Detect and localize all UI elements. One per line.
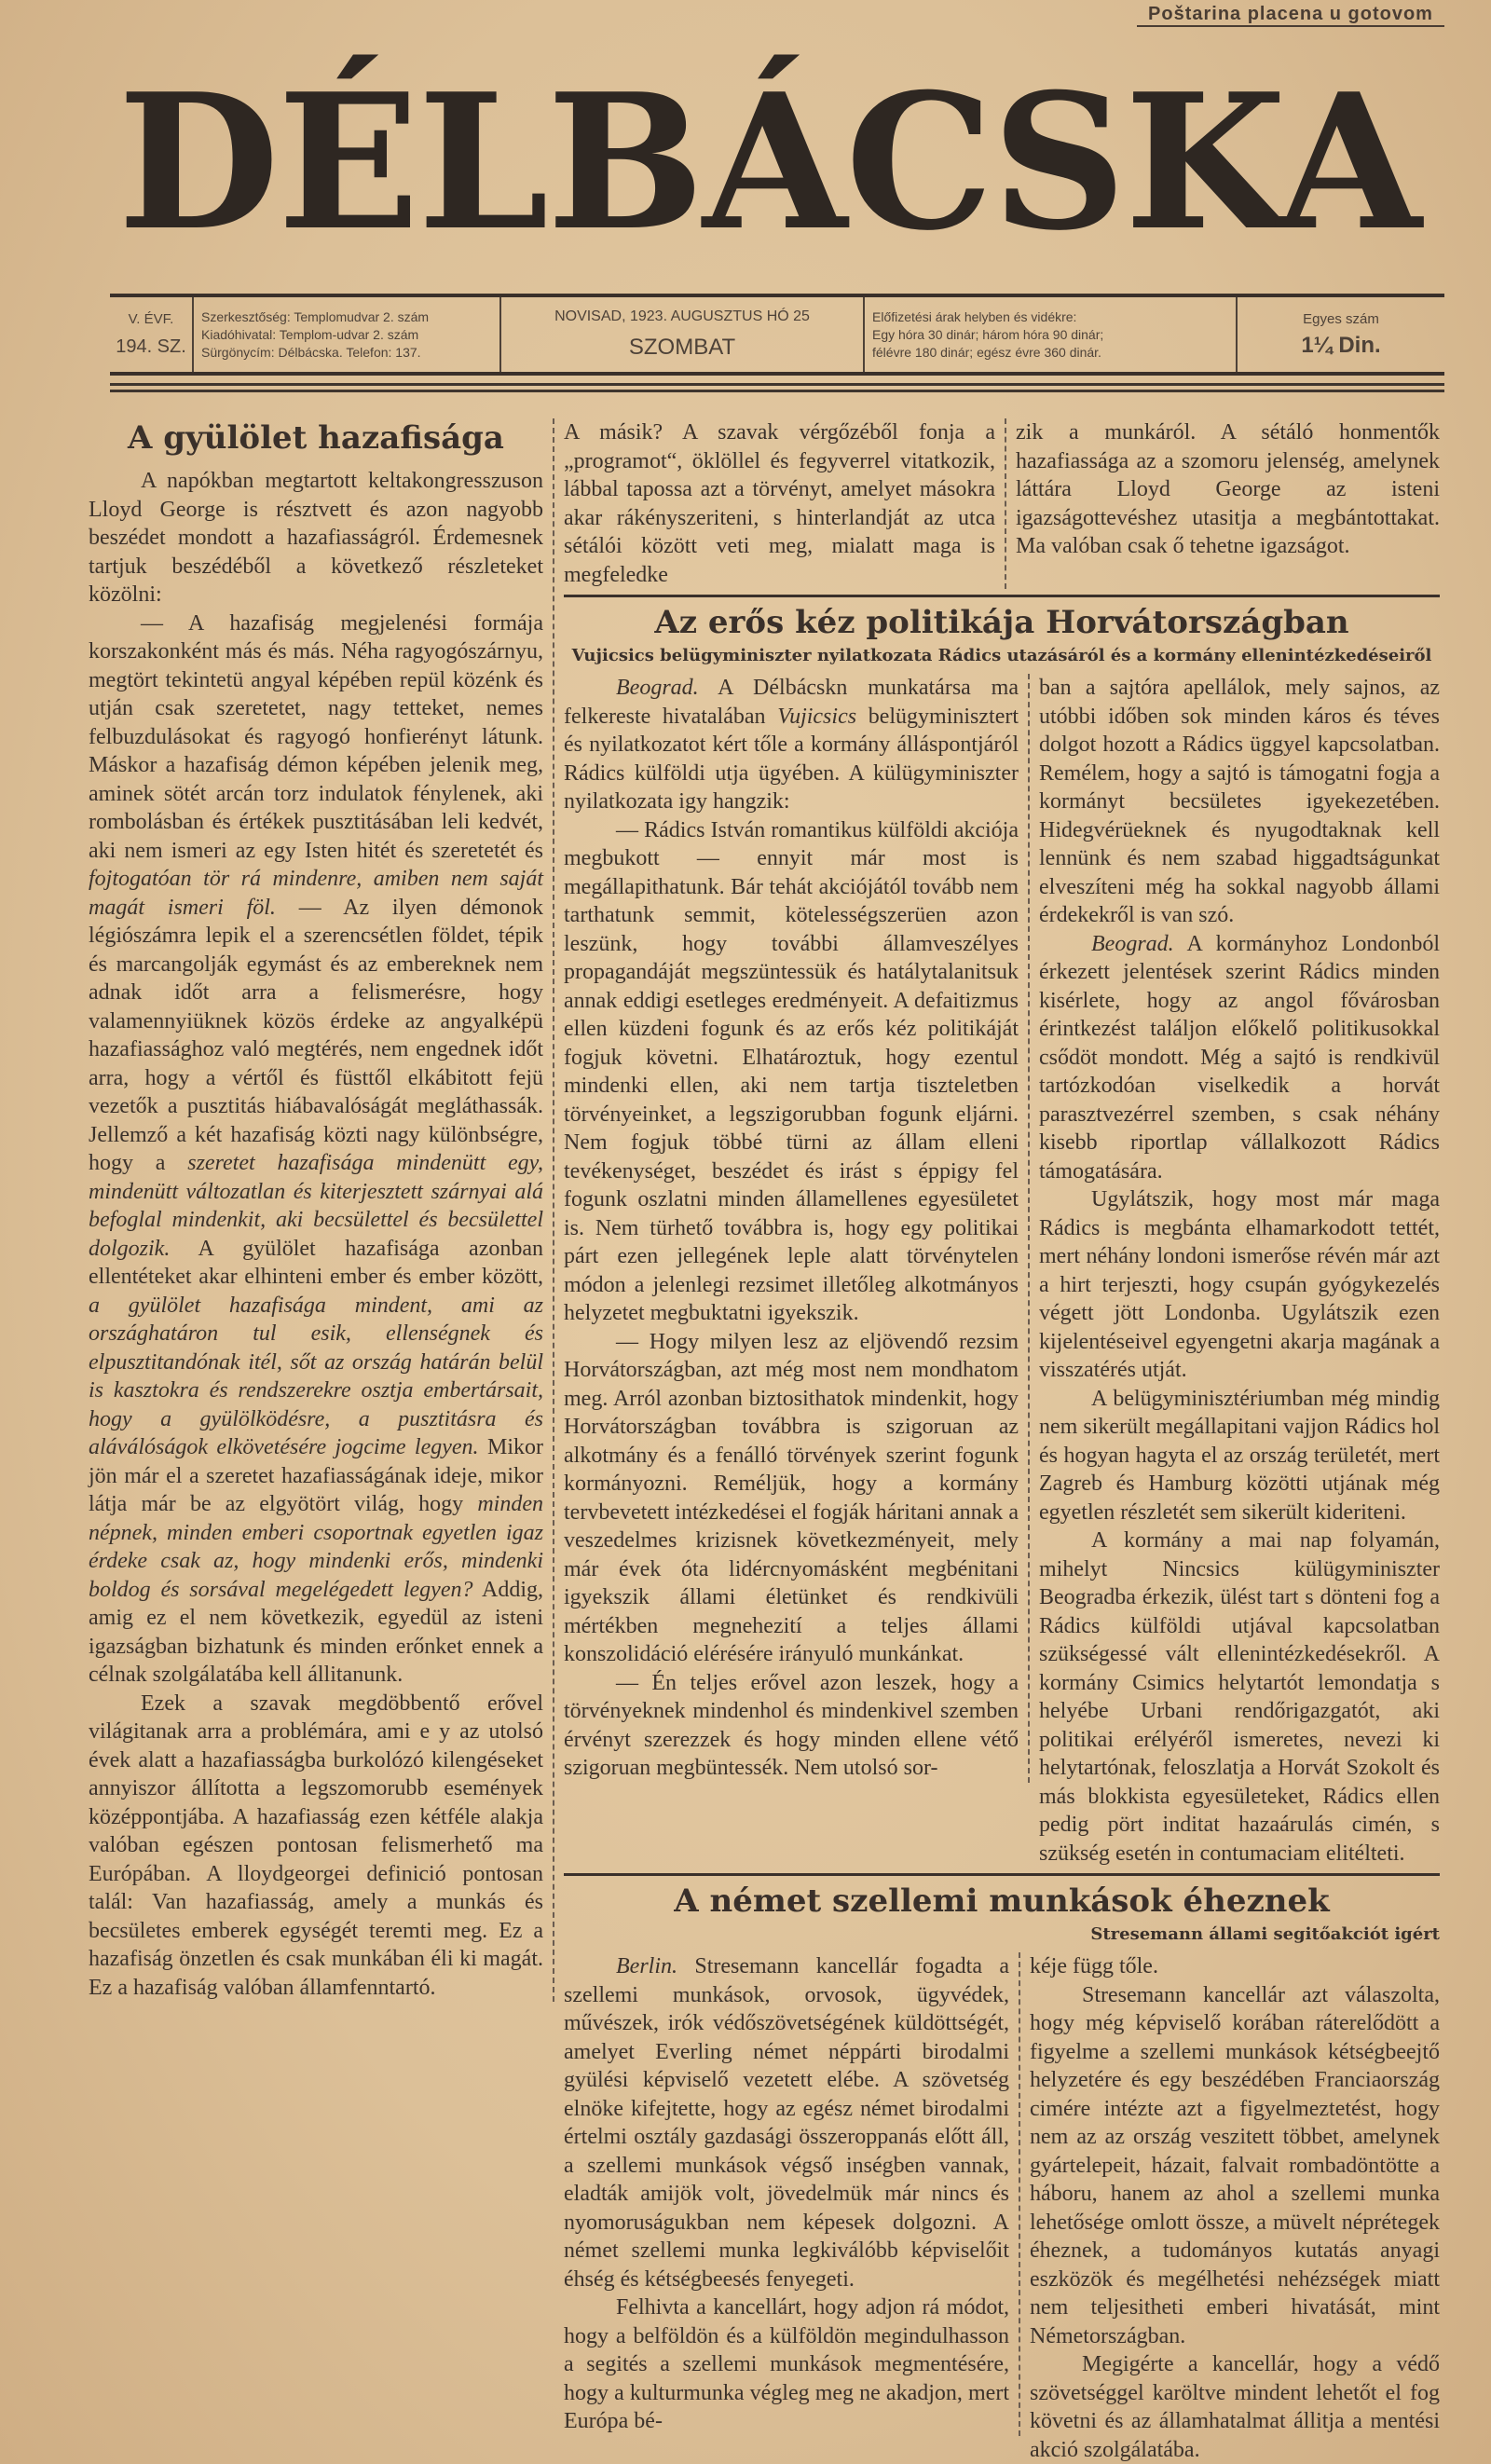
article-divider bbox=[564, 595, 1440, 597]
subscription-line: Előfizetési árak helyben és vidékre: bbox=[872, 308, 1077, 324]
article3-column-left bbox=[564, 1952, 1020, 2436]
page-body bbox=[89, 418, 1449, 2464]
paragraph bbox=[1039, 1185, 1440, 1385]
article2-body bbox=[564, 674, 1440, 1868]
emphasis-text: Beograd. bbox=[1091, 931, 1174, 956]
issue-number: 194. SZ. bbox=[116, 336, 186, 357]
paragraph bbox=[89, 1690, 543, 2003]
body-text: — A hazafiság megjelenési formája korszakonként más és más. Néha ragyogószárnyu, megtört tekintetü angyal képében repül közénk és utján csak szeretetet, nagy tetteket, nemes felbuzdulásokat és ragyogó honfierényt látunk. Máskor a hazafiság démon képében jelenik meg, aminek sötét arcán torz indulatok fénylenek, aki rombolásban és értékek pusztitásában leli kedvét, aki nem ismeri az egy Isten hitét és szeretetét és bbox=[89, 610, 543, 863]
body-text: ban a sajtóra apellálok, mely sajnos, az utóbbi időben sok minden káros és téves dolgot hozott a Rádics üggyel kapcsolatban. Remélem, hogy a sajtó is támogatni fogja a kormányt becsületes igyekezetében. Hidegvérüeknek és nyugodtaknak kell lennünk és nem szabad higgadtságunkat elveszíteni még ha sokkal nagyobb állami érdekekről is van szó. bbox=[1039, 676, 1440, 927]
body-text: — Rádics István romantikus külföldi akciója megbukott — ennyit már most is megállapithatunk. Bár tehát akciójától tovább nem tarthatunk semmit, kötelességszerüen azon leszünk, hogy további államveszélyes propagandáját megszüntessük és hatálytalanitsuk annak eddigi esetleges eredményeit. A defaitizmus ellen küzdeni fogunk és az erős kéz politikáját fogjuk követni. Elhatároztuk, hogy ezentul mindenki ellen, aki nem tartja tiszteletben törvényeinket, a legszigorubban fogunk eljárni. Nem fogjuk többé türni az állam elleni tevékenységet, beszédet és irást s éppigy fel fogunk oszlatni minden államellenes egyesületet is. Nem türhető továbbra is, hogy egy politikai párt ezen jellegének leple alatt törvénytelen módon a jelenlegi rezsimet illetőleg alkotmányos helyzetet megbuktatni igyekszik. bbox=[564, 817, 1019, 1325]
body-text: A gyülölet hazafisága azonban ellentéteket akar elhinteni ember és ember között, bbox=[89, 1236, 543, 1289]
info-bar bbox=[110, 294, 1444, 376]
emphasis-text: Beograd. bbox=[616, 676, 699, 700]
article3-column-right bbox=[1020, 1952, 1440, 2464]
article1-column-mid bbox=[564, 418, 1006, 589]
weekday: SZOMBAT bbox=[628, 335, 736, 360]
article1-left-area bbox=[89, 418, 554, 2002]
subscription-line: Egy hóra 30 dinár; három hóra 90 dinár; bbox=[872, 326, 1104, 342]
body-text: A másik? A szavak vérgőzéből fonja a „programot“, öklöllel és fegyverrel vitatkozik, lábbal tapossa azt a törvényt, amelyet másokra akar rákényszeriteni, s hinterlandját az utca sétálói között veti meg, mialatt maga is megfeledke bbox=[564, 420, 995, 587]
article2-column-right bbox=[1030, 674, 1440, 1868]
body-text: A kormányhoz Londonból érkezett jelentések szerint Rádics minden kisérlete, hogy az angol fővárosban érintkezést találjon előkelő politikusokkal csődöt mondott. Még a sajtó is rendkivül tartózkodóan viselkedik a horvát parasztvezérrel szemben, s csak néhány kisebb riportlap vállalkozott Rádics támogatására. bbox=[1039, 931, 1440, 1184]
article1-headline: A gyülölet hazafisága bbox=[128, 419, 504, 457]
volume-cell bbox=[110, 297, 194, 372]
dateline: NOVISAD, 1923. AUGUSZTUS HÓ 25 bbox=[554, 308, 810, 324]
paragraph bbox=[564, 1669, 1019, 1783]
paragraph bbox=[1030, 1952, 1440, 1981]
masthead-title: DÉLBÁCSKA bbox=[117, 53, 1420, 272]
paragraph bbox=[564, 1952, 1009, 2293]
body-text: Stresemann kancellár azt válaszolta, hogy még képviselő korában ráterelődött a figyelme a szellemi munkások kétségbeejtő helyzetére és egy beszédében Franciaország cimére intézte azt a figyelmeztetést, hogy nem az az ország veszitett többet, amelynek gyártelepeit, házait, falvait rombadöntötte a háboru, hanem az ahol a szellemi munka lehetősége omlott össze, a müvelt néprétegek éheznek, a tudományos kutatás anyagi eszközök és megélhetési nehézségek miatt nem teljesitheti emberi hivatását, mint Németországban. bbox=[1030, 1982, 1440, 2348]
date-cell bbox=[501, 297, 865, 372]
body-text: A Délbácskn munkatársa ma felkereste hivatalában bbox=[564, 676, 1019, 729]
emphasis-text: Vujicsics bbox=[777, 704, 857, 729]
paragraph bbox=[89, 467, 543, 609]
emphasis-text: a gyülölet hazafisága mindent, ami az országhatáron tul esik, ellenségnek és elpusztitandónak itél, sőt az ország határán belül is kasztokra és rendszerekre osztja embertársait, hogy a gyülölködésre, a pusztitásra és aláválóságok elkövetésére jogcime legyen. bbox=[89, 1293, 543, 1459]
price: 1¼ Din. bbox=[1301, 332, 1381, 358]
paragraph bbox=[564, 1328, 1019, 1669]
body-text: Ugylátszik, hogy most már maga Rádics is megbánta elhamarkodott tettét, mert néhány londoni ismerőse révén már azt a hirt terjeszti, hogy csupán gyógykezelés végett jött Londonba. Ugylátszik ezen kijelentéseivel egyengetni akarja magának a visszatérés utját. bbox=[1039, 1187, 1440, 1382]
paragraph bbox=[564, 2293, 1009, 2436]
body-text: A belügyminisztériumban még mindig nem sikerült megállapitani vajjon Rádics hol és hogyan hagyta el az ország területét, mert Zagreb és Hamburg közötti utjának még egyetlen részletét sem sikerült kideriteni. bbox=[1039, 1386, 1440, 1525]
article2-column-left bbox=[564, 674, 1030, 1783]
editorial-address: Szerkesztőség: Templomudvar 2. szám bbox=[201, 308, 430, 324]
body-text: belügyminisztert és nyilatkozatot kért tőle a kormány álláspontjáról Rádics külföldi utja ügyében. A külügyminiszter nyilatkozata igy hangzik: bbox=[564, 704, 1019, 814]
emphasis-text: minden népnek, minden emberi csoportnak egyetlen igaz érdeke csak az, hogy mindenki erős, mindenki boldog és sorsával megelégedett legyen? bbox=[89, 1492, 543, 1602]
paragraph bbox=[564, 418, 995, 589]
paragraph bbox=[1039, 1385, 1440, 1527]
article1-continuation bbox=[564, 418, 1440, 589]
masthead bbox=[84, 33, 1454, 294]
body-text: Addig, amig ez el nem következik, egyedül az isteni igazságban bizhatunk és minden erőnket ennek a célnak szolgálatába kell állitanunk. bbox=[89, 1577, 543, 1687]
article2-subhead: Vujicsics belügyminiszter nyilatkozata Rádics utazásáról és a kormány ellenintézkedéseiről bbox=[571, 646, 1432, 665]
paragraph bbox=[1030, 1981, 1440, 2351]
header-divider bbox=[110, 383, 1444, 392]
body-text: — Én teljes erővel azon leszek, hogy a törvényeknek mindenhol és mindenkivel szemben érvényt szerezzek és hogy minden ellene vétő szigoruan megbüntessék. Nem utolsó sor- bbox=[564, 1670, 1019, 1780]
paragraph bbox=[1030, 2350, 1440, 2464]
body-text: Felhivta a kancellárt, hogy adjon rá módot, hogy a belföldön és a külföldön megindulhasson a segités a szellemi munkások megmentésére, hogy a kulturmunka végleg meg ne akadjon, mert Európa bé- bbox=[564, 2295, 1009, 2433]
price-label: Egyes szám bbox=[1303, 310, 1379, 327]
body-text: Megigérte a kancellár, hogy a védő szövetséggel karöltve mindent lehetőt el fog követni és az államhatalmat állitja a mentési akció szolgálatába. bbox=[1030, 2352, 1440, 2462]
postage-note: Poštarina placena u gotovom bbox=[1137, 4, 1444, 27]
emphasis-text: szeretet hazafisága mindenütt egy, mindenütt változatlan és kiterjesztett szárnyai alá befoglal mindenkit, aki becsülettel és becsülettel dolgozik. bbox=[89, 1151, 544, 1261]
emphasis-text: fojtogatóan tör rá mindenre, amiben nem saját magát ismeri föl. bbox=[89, 867, 543, 920]
body-text: zik a munkáról. A sétáló honmentők hazafiassága az a szomoru jelenség, amelynek láttára Lloyd George az isteni igazságottevéshez utasitja a megbántottakat. Ma valóban csak ő tehetne igazságot. bbox=[1016, 420, 1440, 558]
paragraph bbox=[564, 816, 1019, 1328]
body-text: A kormány a mai nap folyamán, mihelyt Nincsics külügyminiszter Beogradba érkezik, ülést tart s dönteni fog a Rádics külföldi utjával kapcsolatban szükségessé vált ellenintézkedésekről. A kormány Csimics helytartót lemondatja s helyébe Urbani rendőrigazgatót, aki politikai erélyéről ismeretes, nevezi ki helytartónak, feloszlatja a Horvát Szokolt és más blokkista egyesületeket, Rádics ellen pedig pört inditat hazaárulás cimén, s szükség esetén in contumaciam elitélteti. bbox=[1039, 1528, 1440, 1866]
paragraph bbox=[1039, 1526, 1440, 1868]
paragraph bbox=[1016, 418, 1440, 561]
article-divider bbox=[564, 1873, 1440, 1876]
body-text: — Hogy milyen lesz az eljövendő rezsim Horvátországban, azt még most nem mondhatom meg. Arról azonban biztosithatok mindenkit, hogy Horvátországban továbbra is szigoruan az alkotmány és a fenálló törvények szerint fogunk kormányozni. Reméljük, hogy a kormány tervbevetett intézkedései el fogják háritani annak a veszedelmes krizisnek következményeit, mely már évek óta lidércnyomásként megbénitani igyekszik állami életünket és rendkivüli mértékben megnehezití a teljes állami konszolidáció elérésére irányuló munkánkat. bbox=[564, 1329, 1019, 1666]
telegraph-phone: Sürgönycím: Délbácska. Telefon: 137. bbox=[201, 344, 421, 360]
article3-headline: A német szellemi munkások éheznek bbox=[674, 1882, 1330, 1920]
paragraph bbox=[89, 609, 543, 1690]
volume: V. ÉVF. bbox=[128, 311, 174, 327]
body-text: — Az ilyen démonok légiószámra lepik el a szerencsétlen földet, tépik és marcangolják egymást és az embereknek nem adnak időt arra a felismerésre, hogy valamennyiüknek közös érdeke az angyalképü hazafiassághoz való megtérés, nem engednek időt arra, hogy a vértől és füsttől elkábitott fejü vezetők a pusztitás hiábavalóságát megláthassák. Jellemző a két hazafiság közti nagy különbségre, hogy a bbox=[89, 895, 543, 1175]
paragraph bbox=[1039, 930, 1440, 1186]
article1-column-right bbox=[1006, 418, 1440, 561]
right-area bbox=[554, 418, 1440, 2464]
body-text: kéje függ tőle. bbox=[1030, 1954, 1158, 1978]
publisher-address: Kiadóhivatal: Templom-udvar 2. szám bbox=[201, 326, 419, 342]
subscription-line: félévre 180 dinár; egész évre 360 dinár. bbox=[872, 344, 1101, 360]
body-text: A napókban megtartott keltakongresszuson Lloyd George is résztvett és azon nagyobb beszédet mondott a hazafiasságról. Érdemesnek tartjuk beszédéből a következő részleteket közölni: bbox=[89, 469, 543, 607]
emphasis-text: Berlin. bbox=[616, 1954, 677, 1978]
article2-headline: Az erős kéz politikája Horvátországban bbox=[654, 604, 1349, 641]
subscription-cell bbox=[865, 297, 1238, 372]
price-cell bbox=[1238, 297, 1444, 372]
paragraph bbox=[1039, 674, 1440, 930]
body-text: Ezek a szavak megdöbbentő erővel világitanak arra a problémára, ami e y az utolsó évek alatt a hazafiasságba burkolózó kilengéseket annyiszor állította a legszomorubb események középpontjába. A hazafiasság ezen kétféle alakja valóban egészen pontosan felismerhető ma Európában. A lloydgeorgei definició pontosan talál: Van hazafiasság, amely a munkás és becsületes emberek egységét teremti meg. Ez a hazafiság önzetlen és csak munkában éli ki magát. Ez a hazafiság valóban államfenntartó. bbox=[89, 1691, 543, 2000]
body-text: Stresemann kancellár fogadta a szellemi munkások, orvosok, ügyvédek, művészek, irók védőszövetségének küldöttségét, amelyet Everling német néppárti birodalmi gyülési képviselő vezetett elébe. A szövetség elnöke kifejtette, hogy az egész német birodalmi értelmi osztály gazdasági összeroppanás előtt áll, a szellemi munkások végső inségben vannak, eladták amijök volt, jövedelmük már nincs és nyomoruságukban nem képesek dolgozni. A német szellemi munka legkiválóbb képviselőit éhség és kétségbeesés fenyegeti. bbox=[564, 1954, 1009, 2292]
address-cell bbox=[194, 297, 501, 372]
article3-body bbox=[564, 1952, 1440, 2464]
body-text: Mikor jön már el a szeretet hazafiasságának ideje, mikor látja már be az elgyötört világ, hogy bbox=[89, 1435, 543, 1516]
article1-column-left bbox=[89, 467, 543, 2002]
article3-subhead: Stresemann állami segitőakciót igért bbox=[1090, 1924, 1440, 1944]
paragraph bbox=[564, 674, 1019, 816]
